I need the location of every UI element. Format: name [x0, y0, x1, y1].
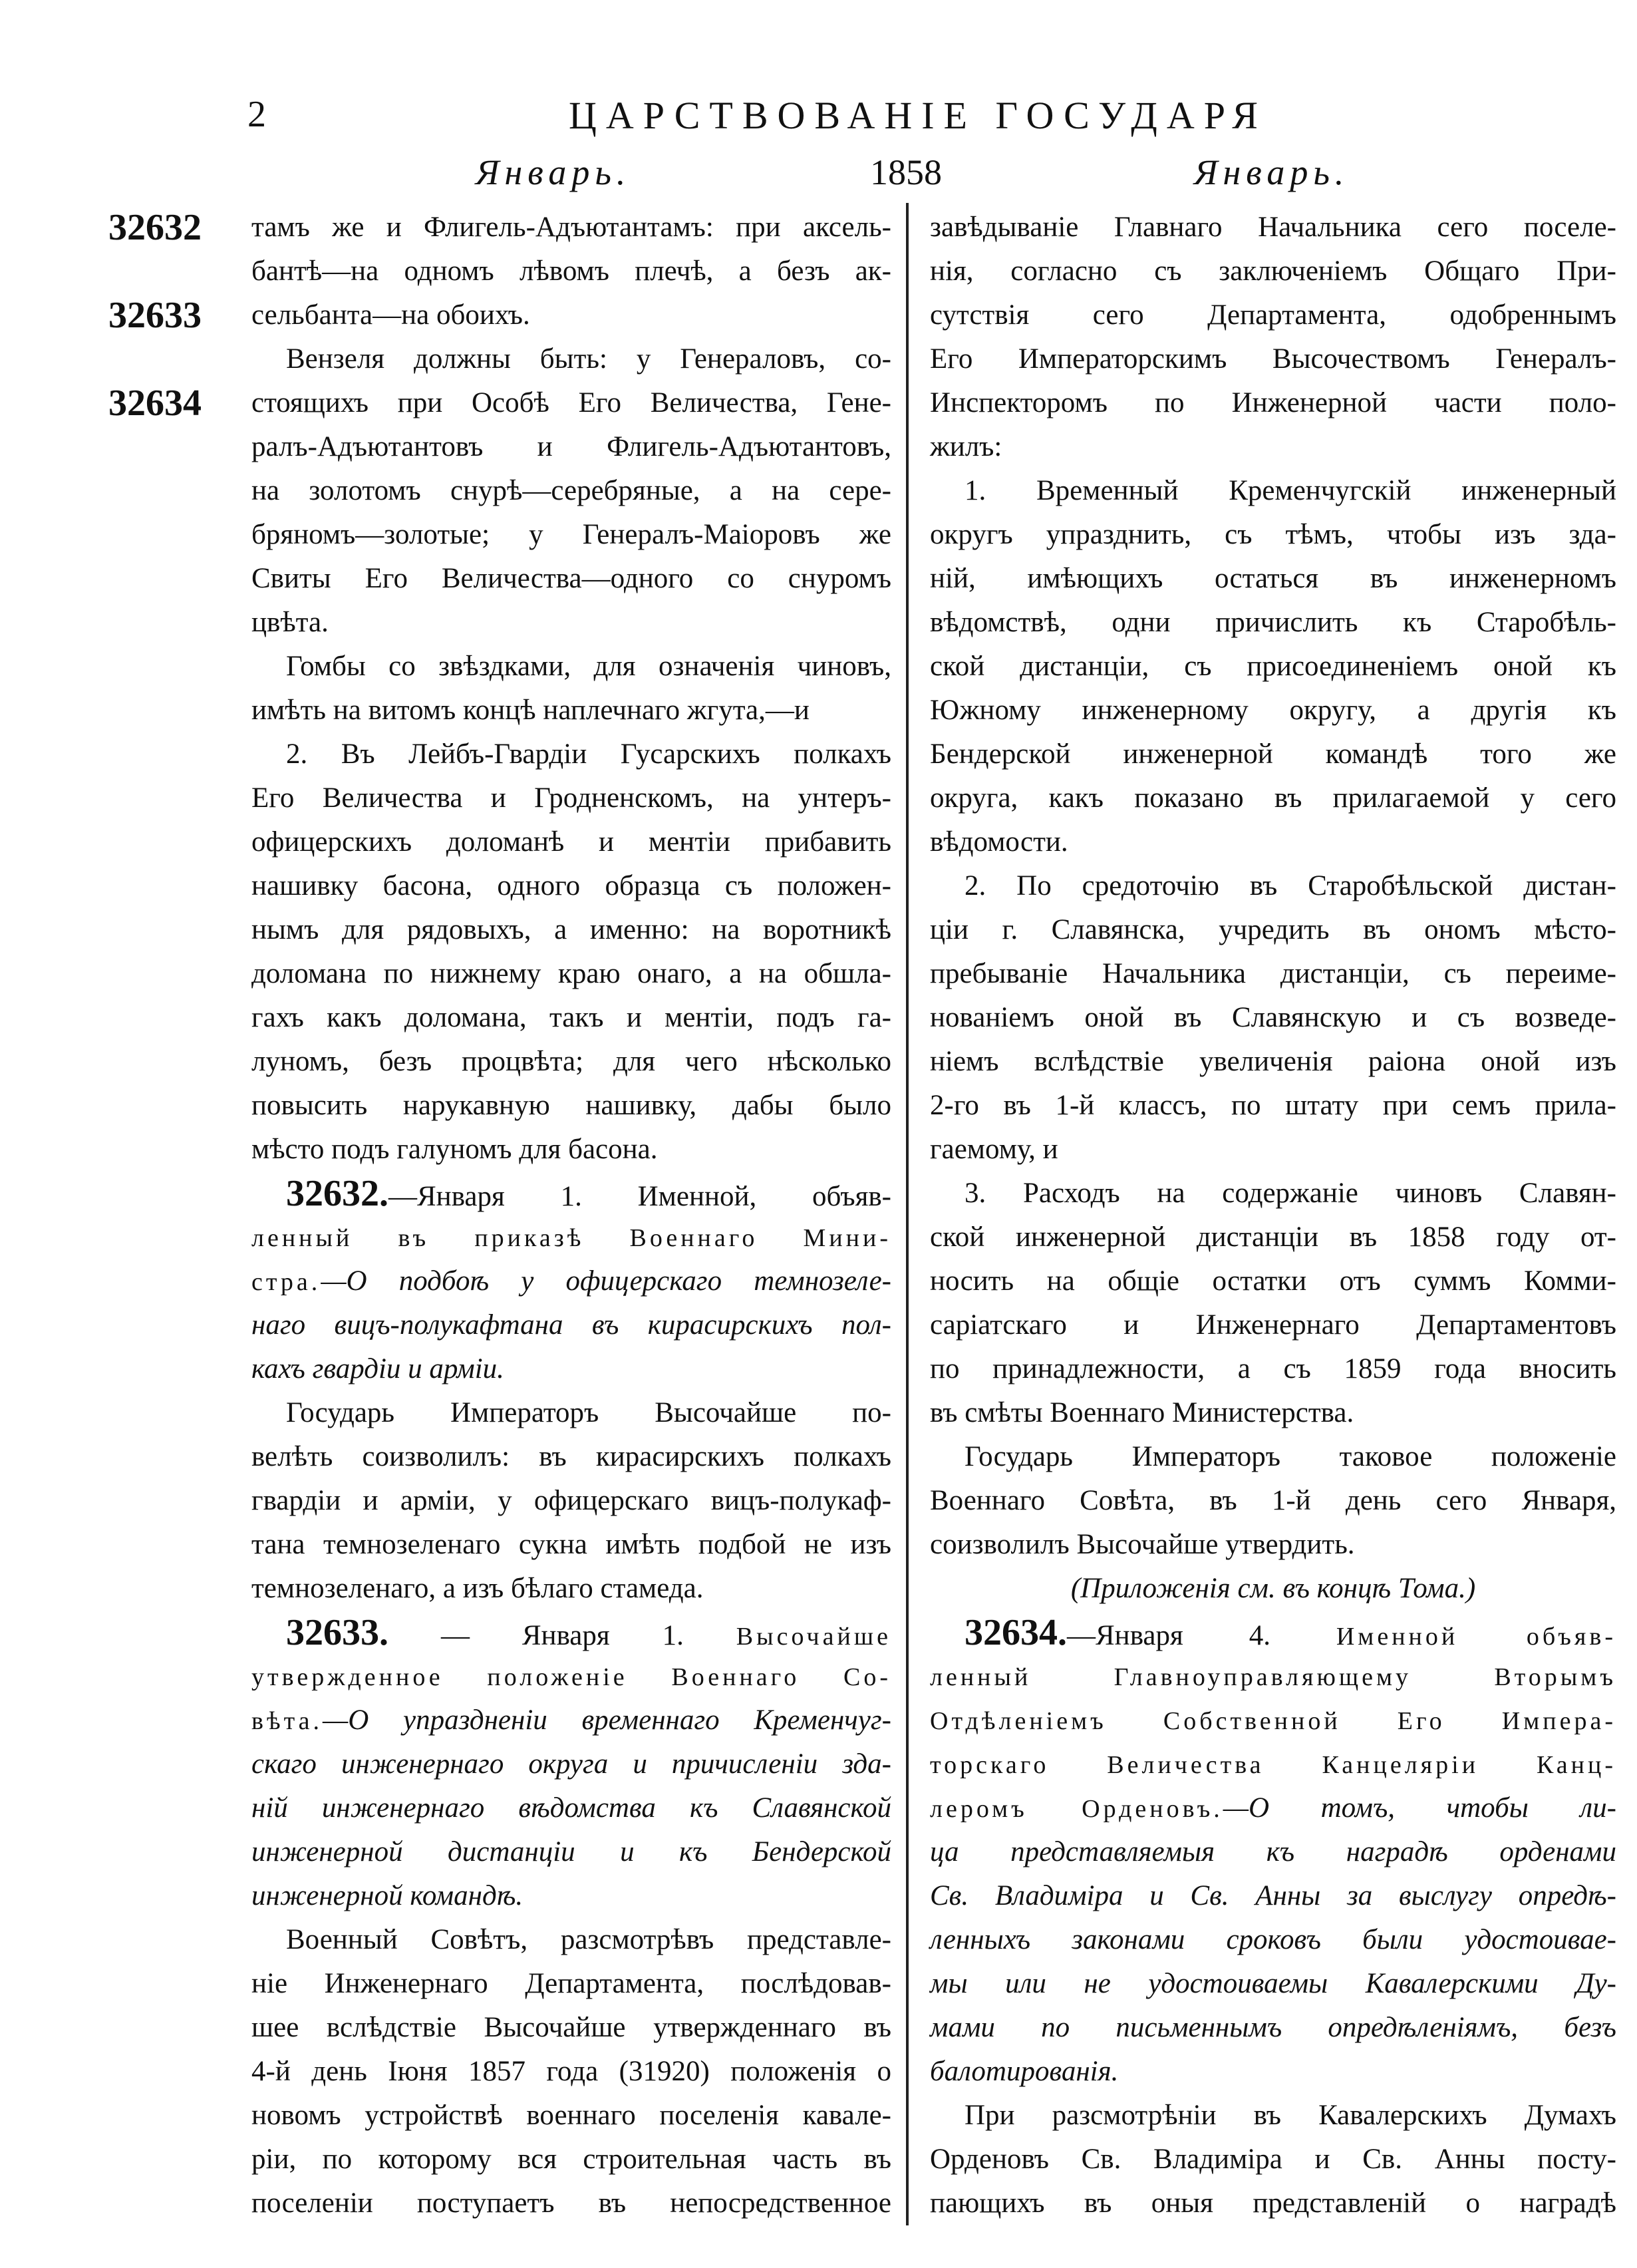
text-segment: Гомбы со звѣздками, для означенія чиновъ, — [286, 651, 891, 682]
text-line — [251, 1215, 891, 1259]
text-line — [930, 1918, 1616, 1962]
text-segment: 2. По средоточію въ Старобѣльской дистан- — [965, 870, 1616, 901]
text-segment: вѣта. — [251, 1707, 323, 1735]
text-line — [930, 1303, 1616, 1347]
text-segment: цвѣта. — [251, 607, 329, 638]
margin-article-number: 32633 — [108, 295, 202, 336]
text-line — [251, 1128, 891, 1172]
article-number: 32634. — [965, 1612, 1067, 1653]
text-line — [930, 1347, 1616, 1391]
text-line — [930, 249, 1616, 293]
text-segment: Вензеля должны быть: у Генераловъ, со- — [286, 343, 891, 375]
text-line — [251, 2050, 891, 2094]
text-segment: гвардіи и арміи, у офицерскаго вицъ-полукаф- — [251, 1485, 891, 1516]
text-line — [251, 425, 891, 469]
text-line — [251, 1699, 891, 1742]
text-segment: соизволилъ Высочайше утвердить. — [930, 1529, 1355, 1560]
text-line — [251, 1303, 891, 1347]
text-segment: 1. Временный Кременчугскій инженерный — [965, 475, 1616, 506]
text-segment: имѣть на витомъ концѣ наплечнаго жгута,—и — [251, 695, 810, 726]
text-line — [251, 1918, 891, 1962]
text-line — [251, 689, 891, 732]
text-line — [930, 293, 1616, 337]
text-segment: пающихъ въ оныя представленій о наградѣ — [930, 2187, 1616, 2219]
month-right: Январь. — [1194, 152, 1350, 192]
margin-article-number: 32634 — [108, 383, 202, 424]
text-line — [930, 381, 1616, 425]
text-segment: округа, какъ показано въ прилагаемой у сего — [930, 782, 1616, 814]
text-segment: сельбанта—на обоихъ. — [251, 299, 530, 331]
text-line — [930, 1962, 1616, 2006]
text-segment: темнозеленаго, а изъ бѣлаго стамеда. — [251, 1573, 704, 1604]
text-segment: поселеніи поступаетъ въ непосредственное — [251, 2187, 891, 2219]
text-line — [251, 820, 891, 864]
text-line — [930, 1523, 1616, 1567]
text-line — [930, 1084, 1616, 1128]
text-segment: тана темнозеленаго сукна имѣть подбой не изъ — [251, 1529, 891, 1560]
text-segment: ленный въ приказѣ Военнаго Мини- — [251, 1224, 891, 1252]
text-segment: инженерной командѣ. — [251, 1880, 523, 1911]
text-segment: ской дистанціи, съ присоединеніемъ оной къ — [930, 651, 1616, 682]
text-line — [930, 513, 1616, 557]
text-line — [251, 1523, 891, 1567]
text-line — [251, 1611, 891, 1655]
text-segment: —О упраздненіи временнаго Кременчуг- — [323, 1704, 891, 1736]
text-segment: шее вслѣдствіе Высочайше утвержденнаго въ — [251, 2012, 891, 2043]
text-segment: вѣдомости. — [930, 826, 1068, 858]
text-line — [251, 1742, 891, 1786]
margin-article-number: 32632 — [108, 207, 202, 248]
text-line — [930, 1742, 1616, 1786]
text-line — [930, 1128, 1616, 1172]
text-segment: Государь Императоръ таковое положеніе — [965, 1441, 1616, 1472]
text-line — [251, 776, 891, 820]
text-line — [930, 1611, 1616, 1655]
text-line — [930, 645, 1616, 689]
text-line — [251, 513, 891, 557]
text-line — [930, 864, 1616, 908]
year: 1858 — [870, 152, 942, 192]
text-line — [930, 1479, 1616, 1523]
text-line — [930, 2006, 1616, 2050]
text-line — [251, 2182, 891, 2225]
text-line — [930, 601, 1616, 645]
text-line — [930, 1830, 1616, 1874]
text-line — [251, 908, 891, 952]
text-segment: При разсмотрѣніи въ Кавалерскихъ Думахъ — [965, 2100, 1616, 2131]
text-line — [930, 1874, 1616, 1918]
text-segment: 4-й день Іюня 1857 года (31920) положенія о — [251, 2056, 891, 2087]
text-segment: ніемъ вслѣдствіе увеличенія раіона оной изъ — [930, 1046, 1616, 1077]
text-segment: Отдѣленіемъ Собственной Его Импера- — [930, 1707, 1616, 1735]
text-line — [251, 1347, 891, 1391]
text-segment: ній, имѣющихъ остаться въ инженерномъ — [930, 563, 1616, 594]
text-line — [251, 2006, 891, 2050]
text-line — [251, 2094, 891, 2138]
text-segment: Инспекторомъ по Инженерной части поло- — [930, 387, 1616, 418]
text-segment: ца представляемыя къ наградѣ орденами — [930, 1836, 1616, 1867]
text-line — [251, 249, 891, 293]
text-segment: леромъ Орденовъ. — [930, 1795, 1223, 1823]
text-segment: бряномъ—золотые; у Генералъ-Маіоровъ же — [251, 519, 891, 550]
text-line — [930, 2138, 1616, 2182]
text-line — [930, 1040, 1616, 1084]
text-line — [930, 1172, 1616, 1215]
text-segment: торскаго Величества Канцеляріи Канц- — [930, 1751, 1616, 1779]
text-line — [930, 952, 1616, 996]
text-line — [930, 1699, 1616, 1742]
text-line — [930, 689, 1616, 732]
text-line — [930, 1435, 1616, 1479]
text-segment: —Января 4. — [1067, 1620, 1336, 1651]
text-segment: округъ упразднить, съ тѣмъ, чтобы изъ зда- — [930, 519, 1616, 550]
article-number: 32632. — [286, 1173, 388, 1214]
text-segment: по принадлежности, а съ 1859 года вносить — [930, 1353, 1616, 1384]
text-line — [251, 2138, 891, 2182]
text-line — [251, 469, 891, 513]
text-segment: —О подбоѣ у офицерскаго темнозеле- — [321, 1265, 891, 1297]
text-line — [251, 1786, 891, 1830]
text-line — [930, 908, 1616, 952]
text-line — [251, 1479, 891, 1523]
text-line — [930, 1215, 1616, 1259]
text-line — [930, 425, 1616, 469]
text-line — [930, 337, 1616, 381]
text-segment: ленный Главноуправляющему Вторымъ — [930, 1663, 1616, 1691]
text-line — [251, 645, 891, 689]
text-segment: вѣдомствѣ, одни причислить къ Старобѣль- — [930, 607, 1616, 638]
text-line — [251, 1655, 891, 1699]
column-divider — [906, 203, 909, 2225]
text-line — [930, 1391, 1616, 1435]
text-segment: носить на общіе остатки отъ суммъ Комми- — [930, 1265, 1616, 1297]
text-segment: наго вицъ-полукафтана въ кирасирскихъ пол- — [251, 1309, 891, 1341]
text-segment: утвержденное положеніе Военнаго Со- — [251, 1663, 891, 1691]
text-segment: нія, согласно съ заключеніемъ Общаго При- — [930, 255, 1616, 287]
text-line — [251, 864, 891, 908]
text-line — [930, 469, 1616, 513]
text-segment: сутствія сего Департамента, одобреннымъ — [930, 299, 1616, 331]
text-line — [930, 732, 1616, 776]
text-line — [108, 381, 891, 425]
text-segment: инженерной дистанціи и къ Бендерской — [251, 1836, 891, 1867]
text-segment: Высочайше — [736, 1623, 891, 1651]
text-line — [930, 820, 1616, 864]
text-line — [930, 1567, 1616, 1611]
text-segment: въ смѣты Военнаго Министерства. — [930, 1397, 1354, 1428]
text-segment: нашивку басона, одного образца съ положен- — [251, 870, 891, 901]
text-segment: Его Императорскимъ Высочествомъ Генералъ- — [930, 343, 1616, 375]
text-segment: гахъ какъ доломана, такъ и ментіи, подъ га- — [251, 1002, 891, 1033]
text-line — [930, 776, 1616, 820]
text-segment: Св. Владиміра и Св. Анны за выслугу опредѣ- — [930, 1880, 1616, 1911]
text-segment: —Января 1. Именной, объяв- — [388, 1181, 891, 1212]
text-segment: Военный Совѣтъ, разсмотрѣвъ представле- — [286, 1924, 891, 1955]
page-number: 2 — [247, 94, 266, 135]
text-segment: доломана по нижнему краю онаго, а на обшла- — [251, 958, 891, 989]
text-line — [930, 2050, 1616, 2094]
text-segment: ніе Инженернаго Департамента, послѣдовав- — [251, 1968, 891, 1999]
text-segment: завѣдываніе Главнаго Начальника сего поселе- — [930, 212, 1616, 243]
text-segment: ской инженерной дистанціи въ 1858 году от- — [930, 1221, 1616, 1253]
text-segment: мами по письменнымъ опредѣленіямъ, безъ — [930, 2012, 1616, 2043]
text-segment: ріи, по которому вся строительная часть въ — [251, 2144, 891, 2175]
text-line — [251, 732, 891, 776]
text-segment: Его Величества и Гродненскомъ, на унтеръ- — [251, 782, 891, 814]
text-segment: 2. Въ Лейбъ-Гвардіи Гусарскихъ полкахъ — [286, 738, 891, 770]
text-segment: ленныхъ законами сроковъ были удостоивае- — [930, 1924, 1616, 1955]
text-line — [930, 1259, 1616, 1303]
text-line — [251, 1040, 891, 1084]
text-segment: на золотомъ снурѣ—серебряные, а на сере- — [251, 475, 891, 506]
text-segment: мы или не удостоиваемы Кавалерскими Ду- — [930, 1968, 1616, 1999]
text-segment: 2-го въ 1-й классъ, по штату при семъ прила- — [930, 1090, 1616, 1121]
text-segment: балотированія. — [930, 2056, 1119, 2087]
text-line — [251, 1172, 891, 1215]
text-segment: Бендерской инженерной командѣ того же — [930, 738, 1616, 770]
text-line — [251, 1435, 891, 1479]
text-segment: пребываніе Начальника дистанціи, съ переиме- — [930, 958, 1616, 989]
text-segment: стоящихъ при Особѣ Его Величества, Гене- — [251, 387, 891, 418]
text-segment: бантѣ—на одномъ лѣвомъ плечѣ, а безъ ак- — [251, 255, 891, 287]
text-segment: (Приложенія см. въ концѣ Тома.) — [1070, 1573, 1476, 1604]
text-line — [930, 996, 1616, 1040]
text-segment: скаго инженернаго округа и причисленіи зда- — [251, 1748, 891, 1780]
text-line — [251, 601, 891, 645]
text-segment: —О томъ, чтобы ли- — [1223, 1792, 1616, 1824]
text-segment: ціи г. Славянска, учредить въ ономъ мѣсто- — [930, 914, 1616, 945]
text-segment: тамъ же и Флигель-Адъютантамъ: при аксель- — [251, 212, 891, 243]
text-line — [251, 557, 891, 601]
text-line — [108, 206, 891, 249]
text-segment: велѣть соизволилъ: въ кирасирскихъ полкахъ — [251, 1441, 891, 1472]
text-segment: жилъ: — [930, 431, 1002, 462]
text-segment: — Января 1. — [388, 1620, 736, 1651]
text-line — [930, 1786, 1616, 1830]
right-column — [930, 206, 1616, 2225]
text-segment: Военнаго Совѣта, въ 1-й день сего Января, — [930, 1485, 1616, 1516]
text-segment: новомъ устройствѣ военнаго поселенія кавале- — [251, 2100, 891, 2131]
text-line — [251, 337, 891, 381]
text-segment: Южному инженерному округу, а другія къ — [930, 695, 1616, 726]
text-segment: 3. Расходъ на содержаніе чиновъ Славян- — [965, 1178, 1616, 1209]
text-segment: Свиты Его Величества—одного со снуромъ — [251, 563, 891, 594]
text-line — [251, 952, 891, 996]
text-segment: ній инженернаго вѣдомства къ Славянской — [251, 1792, 891, 1824]
text-segment: саріатскаго и Инженернаго Департаментовъ — [930, 1309, 1616, 1341]
text-line — [930, 557, 1616, 601]
text-segment: Орденовъ Св. Владиміра и Св. Анны посту- — [930, 2144, 1616, 2175]
text-line — [930, 206, 1616, 249]
text-line — [251, 1962, 891, 2006]
text-line — [251, 1874, 891, 1918]
text-line — [930, 2094, 1616, 2138]
text-line — [251, 1391, 891, 1435]
month-left: Январь. — [476, 152, 631, 192]
text-segment: ралъ-Адъютантовъ и Флигель-Адъютантовъ, — [251, 431, 891, 462]
text-line — [930, 2182, 1616, 2225]
text-line — [251, 1084, 891, 1128]
text-segment: Именной объяв- — [1336, 1623, 1616, 1651]
text-segment: нымъ для рядовыхъ, а именно: на воротникѣ — [251, 914, 891, 945]
text-segment: офицерскихъ доломанѣ и ментіи прибавить — [251, 826, 891, 858]
article-number: 32633. — [286, 1612, 388, 1653]
text-line — [108, 293, 891, 337]
left-column — [108, 206, 891, 2225]
text-segment: повысить нарукавную нашивку, дабы было — [251, 1090, 891, 1121]
text-line — [251, 1830, 891, 1874]
running-title: ЦАРСТВОВАНІЕ ГОСУДАРЯ — [568, 94, 1267, 137]
text-segment: нованіемъ оной въ Славянскую и съ возведе- — [930, 1002, 1616, 1033]
text-segment: Государь Императоръ Высочайше по- — [286, 1397, 891, 1428]
text-line — [251, 996, 891, 1040]
text-line — [930, 1655, 1616, 1699]
text-segment: стра. — [251, 1268, 321, 1296]
text-segment: луномъ, безъ процвѣта; для чего нѣсколько — [251, 1046, 891, 1077]
text-segment: гаемому, и — [930, 1134, 1058, 1165]
text-segment: кахъ гвардіи и арміи. — [251, 1353, 504, 1384]
text-segment: мѣсто подъ галуномъ для басона. — [251, 1134, 658, 1165]
text-line — [251, 1567, 891, 1611]
text-line — [251, 1259, 891, 1303]
